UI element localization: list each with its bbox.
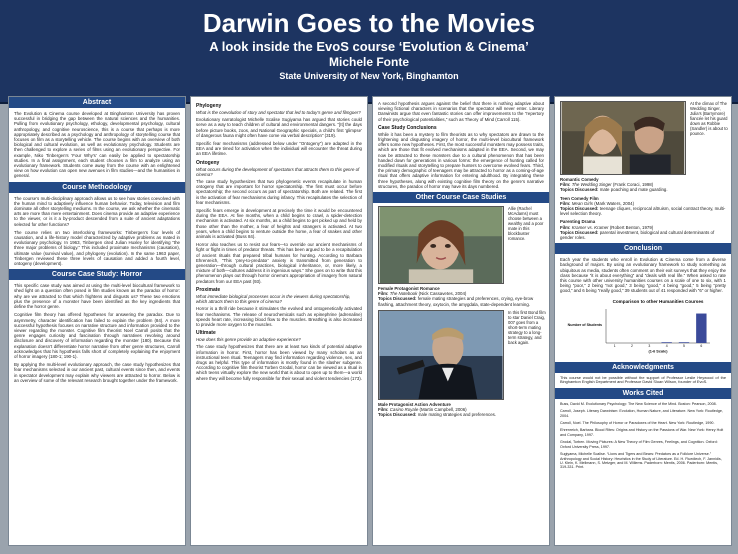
chart-tick-label: 3 [648, 343, 651, 348]
phylogeny-question: What is the coevolution of story and spectator that led to today’s genre and filmgoer? [196, 110, 361, 115]
chart-tick-label: 4 [665, 343, 668, 348]
acknowledgments-heading: Acknowledgments [555, 362, 731, 373]
horror-text: This specific case study was aimed at using the multi-level biocultural framework to shed light on a question often posed in film studies known as the paradox of horror: why are we attracted to that which frightens and disgusts us? These two emotions plus the presence of a monster have been identified as the key ingredients that define the horror genre. Cognitive film theory has offered hypotheses for answering the paradox. Due to asymmetry, character identification has failed to explain the problem (84). A more successful hypothesis focuses on narrative structure and information provided to the viewer regarding the monster. Cognitive film theorist Noel Carroll posits that the genre engages curiosity and fascination through narratives revolving around disclosure and discovery of information regarding the monster (180). Because this explanation doesn’t differentiate horror narrative from other genre structures, Carroll acknowledges that his hypothesis falls short of completely explaining the enjoyment of horror imagery (180-1; 190-1). By applying the multi-level evolutionary approach, the case study hypothesizes that fear mechanisms selected in our ancient past, cultural events since then, and events in spectator development may explain why viewers are attracted to horror. Below is an overview of some of the relevant research brought together under the framework. [14, 283, 180, 383]
phylogeny-heading: Phylogeny [196, 103, 222, 109]
works-cited-item: Ehrenreich, Barbara. Blood Rites: Origins and History on the Passions of War. New York: Henry Holt and Company, 1997. [560, 428, 724, 437]
poster-subtitle: A look inside the EvoS course ‘Evolution & Cinema’ [209, 39, 529, 54]
chart-tick-label: 6 [700, 343, 703, 348]
methodology-heading: Course Methodology [9, 182, 185, 193]
notebook-film-image [378, 206, 504, 284]
wedding-singer-info: Romantic Comedy Film: The Wedding Singer (Frank Coraci, 1998) Topics Discussed: mate poaching and mate guarding. [560, 177, 668, 193]
casino-royale-info: Male Protagonist Action Adventure Film: Casino Royale (Martin Campbell, 2006) Topics Discussed: male mating strategies and preferences. [378, 401, 497, 418]
kramer-info: Parenting Drama Film: Kramer vs. Kramer (Robert Benton, 1979) Topics Discussed: parental investment, biological and cultural determinants of gender roles. [560, 219, 715, 241]
case-study-conclusions-heading: Case Study Conclusions [378, 124, 437, 131]
poster-institution: State University of New York, Binghamton [279, 71, 459, 81]
poster-title: Darwin Goes to the Movies [202, 8, 536, 38]
poster-header [0, 0, 738, 104]
proximate-text: Horror is a thrill ride because it stimulates the evolved and ontogenetically activated fear mechanisms. The release of neurochemicals such as epinephrine (adrenaline) speeds heart rate, increasing blood flow to the muscles. Breathing is also increased to provide more oxygen to the muscles. [196, 306, 362, 327]
casino-royale-still [378, 310, 544, 400]
chart-bar [696, 313, 706, 342]
ontogeny-heading: Ontogeny [196, 159, 220, 166]
works-cited-heading: Works Cited [555, 388, 731, 399]
horror-heading: Course Case Study: Horror [9, 269, 185, 280]
phylogeny-text: Evolutionary narratologist Michelle Scalise Sugiyama has argued that stories could serve as a way to teach children of cultural and environmental dangers. “[It] the days before picture books, zoos, and National Geographic specials, a child’s first ‘glimpse’ of dangerous fauna might often have come via verbal description” (319). Specific fear mechanisms (addressed below under “Ontogeny”) are adapted in the EEA and are timed for activation when the individual will encounter the threat during an EEA lifetime. [196, 117, 362, 157]
works-cited-item: Carroll, Joseph. Literary Darwinism: Evolution, Human Nature, and Literature. New York: Routledge, 2004. [560, 409, 723, 418]
chart-xlabel: (1-6 Scale) [648, 349, 668, 354]
mean-girls-info: Teen Comedy Film Film: Mean Girls (Mark Waters, 2004) Topics Discussed: teenage cliques, reciprocal altruism, social contract theory, multi-level selection theory. [560, 195, 726, 217]
poster-author: Michele Fonte [328, 55, 409, 69]
abstract-text: The Evolution & Cinema course developed at Binghamton University has proven successful in bridging the gap between the natural sciences and the humanities. Pulling from evolutionary psychology, ethology, developmental psychology, cultural anthropology, and cognitive neuroscience, this is a course that perhaps is more appropriately described as a psychology and anthropology of storytelling course that focuses on film as a storytelling vehicle. The course begins with an overview of both biological and cultural evolution, as well as evolutionary psychology. Students are then challenged to explore a series of films using an evolutionary perspective. For example, Niko Tinbergen’s ‘Four Why’s’ can easily be applied to spectatorship studies. In a final assignment, each student chooses a film to analyze using an evolutionary framework. Students come away from the course with an enlightened view on how evolution can open new avenues in film studies—and the humanities in general. [14, 111, 180, 179]
wedding-singer-caption: At the climax of The Wedding Singer, Julia’s (Barrymore) fiancée let his guard down as Robbie (Sandler) is about to pounce. [690, 101, 728, 136]
comparison-chart [560, 297, 726, 360]
methodology-text: The course’s multi-disciplinary approach allows us to see how stories coevolved with the human mind to adaptively influence human behavior. Today, television and film dominate all other storytelling mediums. In the course, we ask whether the cinematic arts are more than mere entertainment. Does cinema provide an adaptive experience to the viewer, or is it a by-product descended from a suite of ancient adaptations selected for other functions? The course relies on two interlocking frameworks: Tinbergen’s four levels of causation, and a life-history model characterized by adaptive problems as mated in evolutionary psychology. In 1963, Tinbergen cited Julian Huxley for identifying “the three major problems of biology.” This included proximate mechanisms (causation), ultimate value (survival value), and phylogeny (evolution). In the same 1963 paper, Tinbergen reviewed these three levels of causation and added a fourth level, ontogeny (development). [14, 195, 180, 267]
conclusion-heading: Conclusion [555, 243, 731, 254]
acknowledgments-text: This course would not be possible without the support of Professor Leslie Heywood of the Binghamton English Department and Professor David Sloan Wilson, founder of EvoS. [560, 374, 726, 385]
notebook-caption: Allie (Rachel McAdams) must choose between a wealthy and a poor mate in this blockbuster romance. [508, 206, 544, 242]
case-study-conclusions-text: While it has been a mystery to film theorists as to why spectators are drawn to the frightening and disgusting imagery of horror, the multi-level biocultural framework offers some new hypotheses. First, the most successful monsters may possess traits, which are those that fit evolved mechanisms adapted in the EEA. Second, we may now be attracted to these monsters due to a cultural phenomenon that has been handed down for generations in various forms: the emergence of hunting called for modified rituals and storytelling to prepare hunters to overcome evolved fears. Third, the primary demographic of teenagers may be attracted to horror as a coming-of-age ritual that offers adaptive information for entering adulthood. By integrating these three hypotheses, along with existing cognitive film theory on the genre’s narrative structures, the paradox of horror may have its days numbered. [378, 131, 544, 189]
column-1 [8, 96, 186, 546]
ultimate-text: The case study hypothesizes that there are at least two kinds of potential adaptive information in horror. First, horror has been viewed by many scholars as an instructional teen ritual. Teenagers may find information regarding violence, sex, and drugs as helpful. This type of information is mostly found in the slasher subgenre. According to cognitive film theorist Torben Grodal, horror can be viewed as a ritual in which teens virtually explore the new world that is about to open up to them—a world where they will become fully responsible for their sexual and violent tendencies (173). [196, 344, 362, 381]
column-3 [372, 96, 550, 546]
chart-tick-label: 5 [683, 343, 685, 348]
comparison-chart-svg [560, 297, 728, 355]
chart-tick-label: 2 [631, 343, 633, 348]
wedding-singer-film-image [560, 101, 686, 175]
works-cited-item: Buss, David M. Evolutionary Psychology: The New Science of the Mind. Boston: Pearson, 2008. [560, 401, 717, 406]
works-cited-item: Carroll, Noel. The Philosophy of Horror or Paradoxes of the Heart. New York: Routledge, 1990. [560, 421, 715, 426]
works-cited-item: Sugiyama, Michelle Scalise. “Lions and Tigers and Bears: Predators as a Folklore Universe.” Anthropology and Social History: Heuristics in the Study of Literature. Ed. H. Fluediech, F. Jannidis, U. Klein, K. Mellmann, S. Metzger, and M. Willems. Paderborn: Mentis, 2006. Paderborn: Mentis, 319-331. Print. [560, 452, 722, 470]
ultimate-question: How does this genre provide an adaptive experience? [196, 337, 301, 343]
chart-ylabel: Number of Students [567, 322, 602, 327]
proximate-question: What immediate biological processes occur in the viewers during spectatorship, which attracts them to this genre of cinema? [196, 293, 351, 305]
other-case-studies-heading: Other Course Case Studies [373, 192, 549, 203]
ultimate-heading: Ultimate [196, 330, 216, 337]
notebook-info: Female Protagonist Romance Film: The Notebook (Nick Cassavetes, 2004) Topics Discussed: female mating strategies and preferences, crying, eye-brow flashing, attachment theory, oxytocin, the amygdala, state-dependent learning. [378, 286, 534, 307]
casino-royale-film-image [378, 310, 504, 400]
conclusion-text: Each year the students who enroll in Evolution & Cinema come from a diverse background of majors. By using an evolutionary framework to study something as ubiquitous as media, students often comment on their exit surveys that they enjoy the class because “it is about everything” and “deals with real life.” When asked to rate this course with other university humanities courses on a scale of one to six, with 1 being “poor,” 2 being “not good,” 3 being “good,” 4 being “good,” 5 being “pretty good,” and 6 being “really good,” 39 students out of 41 responded with “6” or higher. [560, 257, 726, 294]
works-cited-item: Grodal, Torben. Moving Pictures: A New Theory of Film Genres, Feelings, and Cognition. Oxford: Oxford University Press, 1997. [560, 440, 718, 449]
notebook-still [378, 206, 544, 284]
second-hypothesis-text: A second hypothesis argues against the belief that there is nothing adaptive about viewing fictional characters in scenarios that the spectator will never enter. Literary Darwinists argue that even fantastic stories can offer improvements to the “repertory of their psychological potentialities,” such as Theory of Mind (Carroll 115). [378, 101, 544, 122]
chart-title: Comparison to other Humanities Courses [612, 298, 704, 304]
ontogeny-question: What occurs during the development of spectators that attracts them to this genre of cinema? [196, 166, 360, 177]
column-4 [554, 96, 732, 546]
works-cited-list [555, 402, 731, 470]
chart-bar [679, 342, 689, 343]
proximate-heading: Proximate [196, 286, 221, 293]
column-2 [190, 96, 368, 546]
casino-royale-caption: In this first Bond film to star Daniel Craig, 007 goes from a short-term mating strategy to a long-term strategy, and back again. [508, 309, 546, 345]
ontogeny-text: The case study hypothesizes that two phylogenetic events recapitulate in human ontogeny that are important for horror spectatorship. The first must occur before spectatorship; the second occurs as part of spectatorship. Both are related. The first is the activation of fear mechanisms during infancy. This recapitulates the selection of fear mechanisms. Specific fears emerge in development at precisely the time it would be encountered during the EEA. At five months, when a child begins to crawl, a spider-detection mechanism is activated. At six months, as a child begins to get picked up and held by those other than the mother, a fear of heights and strangers is activated. At two years, when a child begins to venture outside the home, a fear of snakes and other animals is activated (Buss 84). Horror also teaches us to resist our fears—to override our ancient mechanisms of fight or flight in times of predator threats. This has been argued to be a recapitulation of ancient rituals that prepared tribal humans for hunting. According to Barbara Ehrenreich, “This ‘prey-to-predator’ anxiety is transmitted from generation to generation—through cultural practices, biological inheritance, or, more likely, a mixture of both—cultures address it in ingenious ways.” She goes on to write that this phenomenon plays out through horror cinema’s appropriation of imagery from natural predators from our EEA past (93). [196, 179, 362, 284]
wedding-singer-still [560, 101, 726, 175]
abstract-heading: Abstract [9, 97, 185, 108]
chart-bar [661, 342, 671, 343]
chart-tick-label: 1 [613, 343, 616, 348]
